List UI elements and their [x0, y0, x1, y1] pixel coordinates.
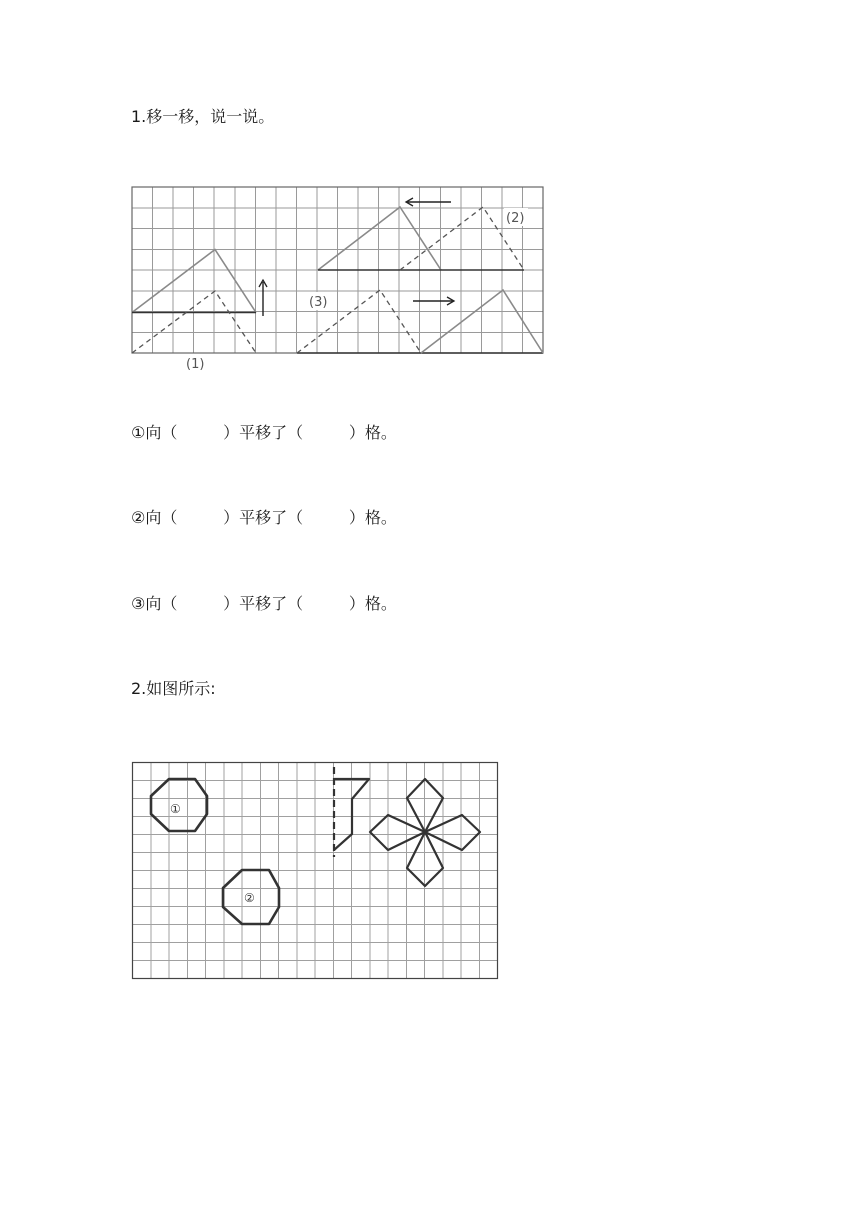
fill-in-line-3: ③向（ ）平移了（ ）格。 — [131, 594, 397, 613]
shape-label-2: ② — [244, 891, 255, 905]
label-1: (1) — [186, 357, 205, 372]
shape-label-1: ① — [170, 802, 181, 816]
triangle-2-original — [318, 207, 441, 270]
question-1-title: 1.移一移，说一说。 — [131, 107, 275, 126]
label-3: (3) — [309, 295, 328, 310]
triangle-3-original — [421, 290, 543, 353]
question-2-title: 2.如图所示: — [131, 679, 216, 698]
translation-grid-figure-1 — [131, 186, 545, 376]
symmetry-grid-figure-2 — [132, 762, 498, 979]
fill-in-line-2: ②向（ ）平移了（ ）格。 — [131, 508, 397, 527]
fill-in-line-1: ①向（ ）平移了（ ）格。 — [131, 423, 397, 442]
label-2: (2) — [506, 211, 525, 226]
